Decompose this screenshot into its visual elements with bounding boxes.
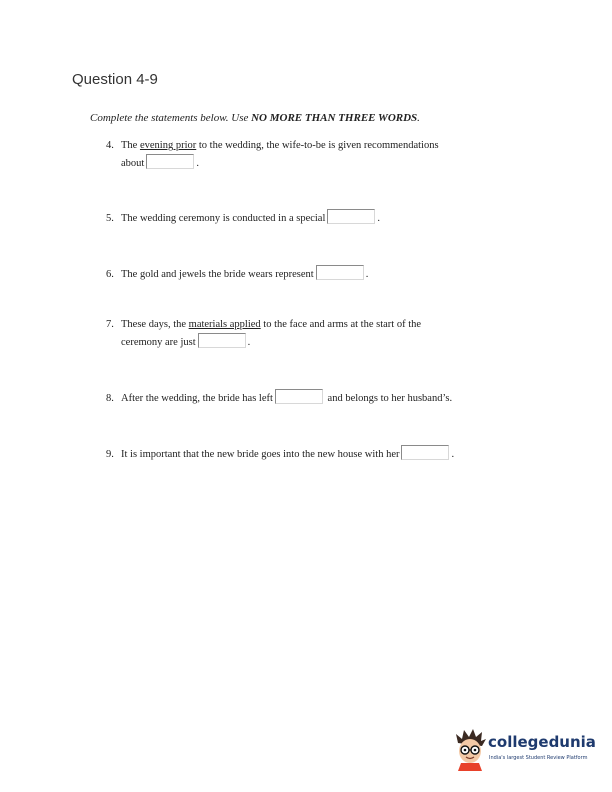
question-item-5: [106, 209, 506, 227]
question-item-8: [106, 389, 506, 407]
item-text: to the wedding, the wife-to-be is given recommendations: [196, 140, 439, 151]
item-text: and belongs to her husband’s.: [327, 393, 453, 404]
item-text: ceremony are just: [121, 337, 196, 348]
instruction-prefix: Complete the statements below. Use: [90, 112, 252, 124]
item-number: 9.: [106, 449, 114, 460]
collegedunia-logo: [452, 727, 596, 771]
answer-box-8[interactable]: [275, 389, 323, 404]
question-item-4: [106, 137, 506, 172]
answer-box-6[interactable]: [316, 265, 364, 280]
item-text: .: [247, 337, 251, 348]
logo-wordmark: collegedunia: [488, 733, 596, 751]
question-item-7: [106, 316, 506, 351]
question-title: Question 4-9: [72, 71, 158, 88]
item-text: .: [451, 449, 455, 460]
item-text: about: [121, 158, 145, 169]
instruction-suffix: .: [417, 112, 420, 124]
question-item-6: [106, 265, 506, 283]
item-text: The wedding ceremony is conducted in a special: [121, 213, 326, 224]
item-text: It is important that the new bride goes into the new house with her: [121, 449, 400, 460]
item-number: 5.: [106, 213, 114, 224]
item-text: The gold and jewels the bride wears represent: [121, 269, 314, 280]
item-text: .: [365, 269, 369, 280]
answer-box-5[interactable]: [327, 209, 375, 224]
instruction-emphasis: NO MORE THAN THREE WORDS: [251, 112, 418, 124]
answer-box-4[interactable]: [146, 154, 194, 169]
logo-tagline: India's largest Student Review Platform: [489, 755, 588, 761]
answer-box-9[interactable]: [401, 445, 449, 460]
item-text: These days, the: [121, 319, 189, 330]
item-number: 8.: [106, 393, 114, 404]
item-number: 6.: [106, 269, 114, 280]
question-item-9: [106, 445, 506, 463]
item-underlined-text: materials applied: [188, 319, 261, 330]
item-text: After the wedding, the bride has left: [121, 393, 273, 404]
item-text: .: [377, 213, 381, 224]
item-text: to the face and arms at the start of the: [260, 319, 422, 330]
mascot-icon: [452, 727, 488, 771]
item-text: The: [121, 140, 140, 151]
item-number: 4.: [106, 140, 114, 151]
answer-box-7[interactable]: [198, 333, 246, 348]
item-text: .: [196, 158, 199, 169]
item-number: 7.: [106, 319, 114, 330]
instructions: [90, 112, 420, 124]
item-underlined-text: evening prior: [139, 140, 197, 151]
